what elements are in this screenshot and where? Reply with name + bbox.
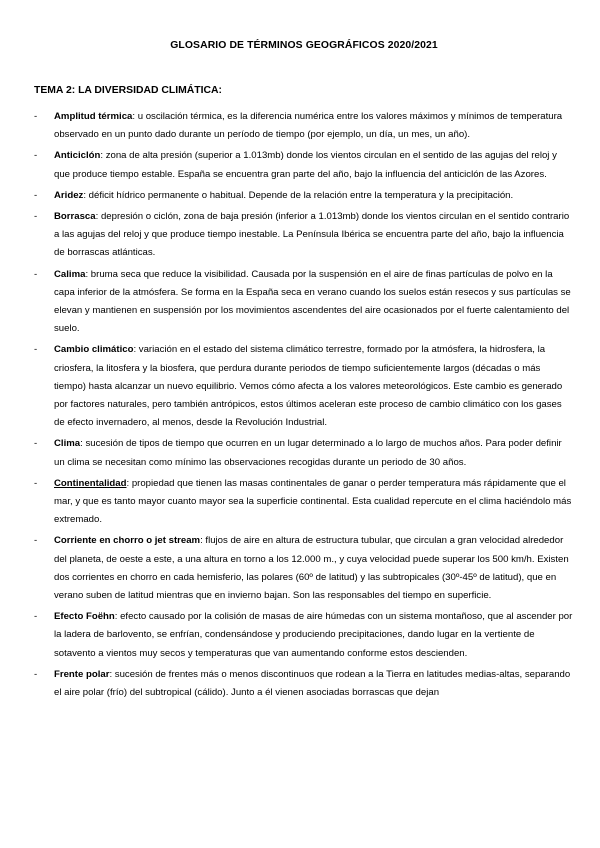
glossary-entry bbox=[34, 341, 574, 432]
glossary-definition: : déficit hídrico permanente o habitual. Depende de la relación entre la temperatura y la precipitación. bbox=[83, 189, 514, 201]
glossary-definition: : u oscilación térmica, es la diferencia numérica entre los valores máximos y mínimos de temperatura observado en un punto dado durante un período de tiempo (por ejemplo, un día, un mes, un año). bbox=[54, 111, 563, 141]
glossary-entry bbox=[34, 266, 574, 339]
glossary-term: Clima bbox=[54, 438, 81, 450]
glossary-term: Amplitud térmica bbox=[54, 111, 133, 122]
bullet-dash: - bbox=[34, 438, 38, 450]
glossary-entry bbox=[34, 532, 574, 605]
glossary-term: Cambio climático bbox=[54, 344, 134, 356]
glossary-definition: : sucesión de tipos de tiempo que ocurren en un lugar determinado a lo largo de muchos años. Para poder definir un clima se necesitan como mínimo las observaciones recogidas durante un periodo de 30 años. bbox=[54, 438, 562, 468]
section-title: TEMA 2: LA DIVERSIDAD CLIMÁTICA: bbox=[34, 85, 222, 96]
bullet-dash: - bbox=[34, 189, 38, 201]
glossary-term: Borrasca bbox=[54, 211, 96, 223]
document-title: GLOSARIO DE TÉRMINOS GEOGRÁFICOS 2020/2021 bbox=[170, 40, 438, 51]
glossary-list bbox=[34, 108, 574, 702]
glossary-definition: : propiedad que tienen las masas continentales de ganar o perder temperatura más rápidamente que el mar, y que es tanto mayor cuanto mayor sea la superficie continental. Esta cualidad repercute en el clima haciéndolo más extremado. bbox=[54, 477, 572, 526]
glossary-entry bbox=[34, 608, 574, 663]
bullet-dash: - bbox=[34, 611, 38, 623]
bullet-dash: - bbox=[34, 111, 38, 122]
bullet-dash: - bbox=[34, 268, 38, 280]
glossary-entry bbox=[34, 147, 574, 183]
glossary-definition: : variación en el estado del sistema climático terrestre, formado por la atmósfera, la hidrosfera, la criosfera, la litosfera y la biosfera, que perdura durante periodos de tiempo suficientemente largos (décadas o más tiempo) hasta alcanzar un nuevo equilibrio. Vemos cómo afecta a los valores meteorológicos. Este cambio es generado por factores naturales, pero también antrópicos, estos últimos aceleran este proceso de cambio climático con los gases de efecto invernadero, al menos, desde la Revolución Industrial. bbox=[54, 344, 563, 429]
glossary-term: Continentalidad bbox=[54, 477, 127, 489]
bullet-dash: - bbox=[34, 150, 38, 162]
glossary-entry bbox=[34, 108, 574, 144]
glossary-definition: : bruma seca que reduce la visibilidad. Causada por la suspensión en el aire de finas partículas de polvo en la capa inferior de la atmósfera. Se forma en la España seca en verano cuando los suelos están resecos y sus partículas se elevan y mantienen en suspensión por los movimientos ascendentes del aire ocasionados por el fuerte calentamiento del suelo. bbox=[54, 268, 571, 335]
glossary-definition: : flujos de aire en altura de estructura tubular, que circulan a gran velocidad alrededor del planeta, de oeste a este, a una altura en torno a los 12.000 m., y cuya velocidad puede superar los 500 km/h. Existen dos corrientes en chorro en cada hemisferio, las polares (60º de latitud) y las subtropicales (30º-45º de latitud), que en verano suben de latitud mientras que en invierno bajan. Son las responsables del tiempo en superficie. bbox=[54, 535, 569, 602]
glossary-definition: : depresión o ciclón, zona de baja presión (inferior a 1.013mb) donde los vientos circulan en el sentido contrario a las agujas del reloj y que produce tiempo inestable. La Península Ibérica se encuentra parte del año, bajo la influencia de borrascas atlánticas. bbox=[54, 211, 570, 259]
glossary-term: Frente polar bbox=[54, 668, 110, 680]
bullet-dash: - bbox=[34, 668, 38, 680]
bullet-dash: - bbox=[34, 477, 38, 489]
bullet-dash: - bbox=[34, 535, 38, 547]
glossary-definition: : efecto causado por la colisión de masas de aire húmedas con un sistema montañoso, que al ascender por la ladera de barlovento, se enfrían, condensándose y produciendo precipitaciones, dando lugar en la vertiente de sotavento a vientos muy secos y temperaturas que van aumentando conforme estos descienden. bbox=[54, 611, 573, 659]
glossary-entry bbox=[34, 187, 574, 205]
glossary-term: Aridez bbox=[54, 189, 84, 201]
glossary-definition: : sucesión de frentes más o menos discontinuos que rodean a la Tierra en latitudes medias-altas, separando el aire polar (frío) del subtropical (cálido). Junto a él vienen asociadas borrascas que dejan bbox=[54, 668, 571, 699]
glossary-term: Calima bbox=[54, 268, 86, 280]
glossary-term: Corriente en chorro o jet stream bbox=[54, 535, 201, 547]
bullet-dash: - bbox=[34, 344, 38, 356]
glossary-term: Efecto Foëhn bbox=[54, 611, 115, 623]
glossary-entry bbox=[34, 208, 574, 263]
bullet-dash: - bbox=[34, 211, 38, 223]
glossary-entry bbox=[34, 666, 574, 702]
glossary-entry bbox=[34, 435, 574, 471]
glossary-entry bbox=[34, 475, 574, 530]
glossary-term: Anticiclón bbox=[54, 150, 101, 162]
glossary-definition: : zona de alta presión (superior a 1.013mb) donde los vientos circulan en el sentido de las agujas del reloj y que produce tiempo estable. España se encuentra gran parte del año, bajo la influencia del anticiclón de las Azores. bbox=[54, 150, 557, 180]
